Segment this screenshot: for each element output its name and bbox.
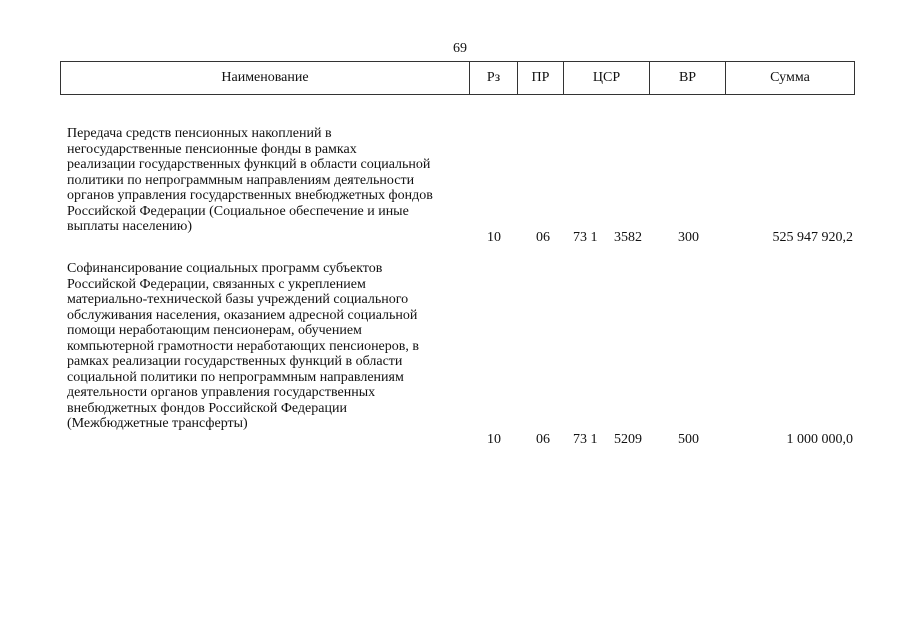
- row-pr: 06: [536, 230, 550, 245]
- table-header: [60, 61, 855, 95]
- row-csr-direction: 3582: [614, 230, 642, 245]
- row-csr-direction: 5209: [614, 432, 642, 447]
- row-csr-program: 73 1: [573, 230, 598, 245]
- row-pr: 06: [536, 432, 550, 447]
- header-vr: ВР: [649, 62, 725, 94]
- row-vr: 500: [678, 432, 699, 447]
- row-rz: 10: [487, 230, 501, 245]
- row-rz: 10: [487, 432, 501, 447]
- header-name: Наименование: [221, 70, 309, 85]
- row-name: Передача средств пенсионных накоплений в негосударственные пенсионные фонды в рамках реализации государственных функций в области социальной политики по непрограммным направлениям деятельности органов управления государственных внебюджетных фондов Российской Федерации (Социальное обеспечение и иные выплаты населению): [67, 126, 433, 234]
- row-sum: 525 947 920,2: [772, 230, 853, 245]
- header-rz: Рз: [469, 62, 517, 94]
- row-sum: 1 000 000,0: [786, 432, 853, 447]
- page-number: 69: [453, 41, 467, 56]
- header-pr: ПР: [517, 62, 563, 94]
- header-sum: Сумма: [725, 62, 854, 94]
- row-csr-program: 73 1: [573, 432, 598, 447]
- header-csr: ЦСР: [563, 62, 649, 94]
- row-vr: 300: [678, 230, 699, 245]
- row-name: Софинансирование социальных программ субъектов Российской Федерации, связанных с укреплением материально-технической базы учреждений социального обслуживания населения, оказанием адресной социальной помощи неработающим пенсионерам, обучением компьютерной грамотности неработающих пенсионеров, в рамках реализации государственных функций в области социальной политики по непрограммным направлениям деятельности органов управления государственных внебюджетных фондов Российской Федерации (Межбюджетные трансферты): [67, 261, 419, 431]
